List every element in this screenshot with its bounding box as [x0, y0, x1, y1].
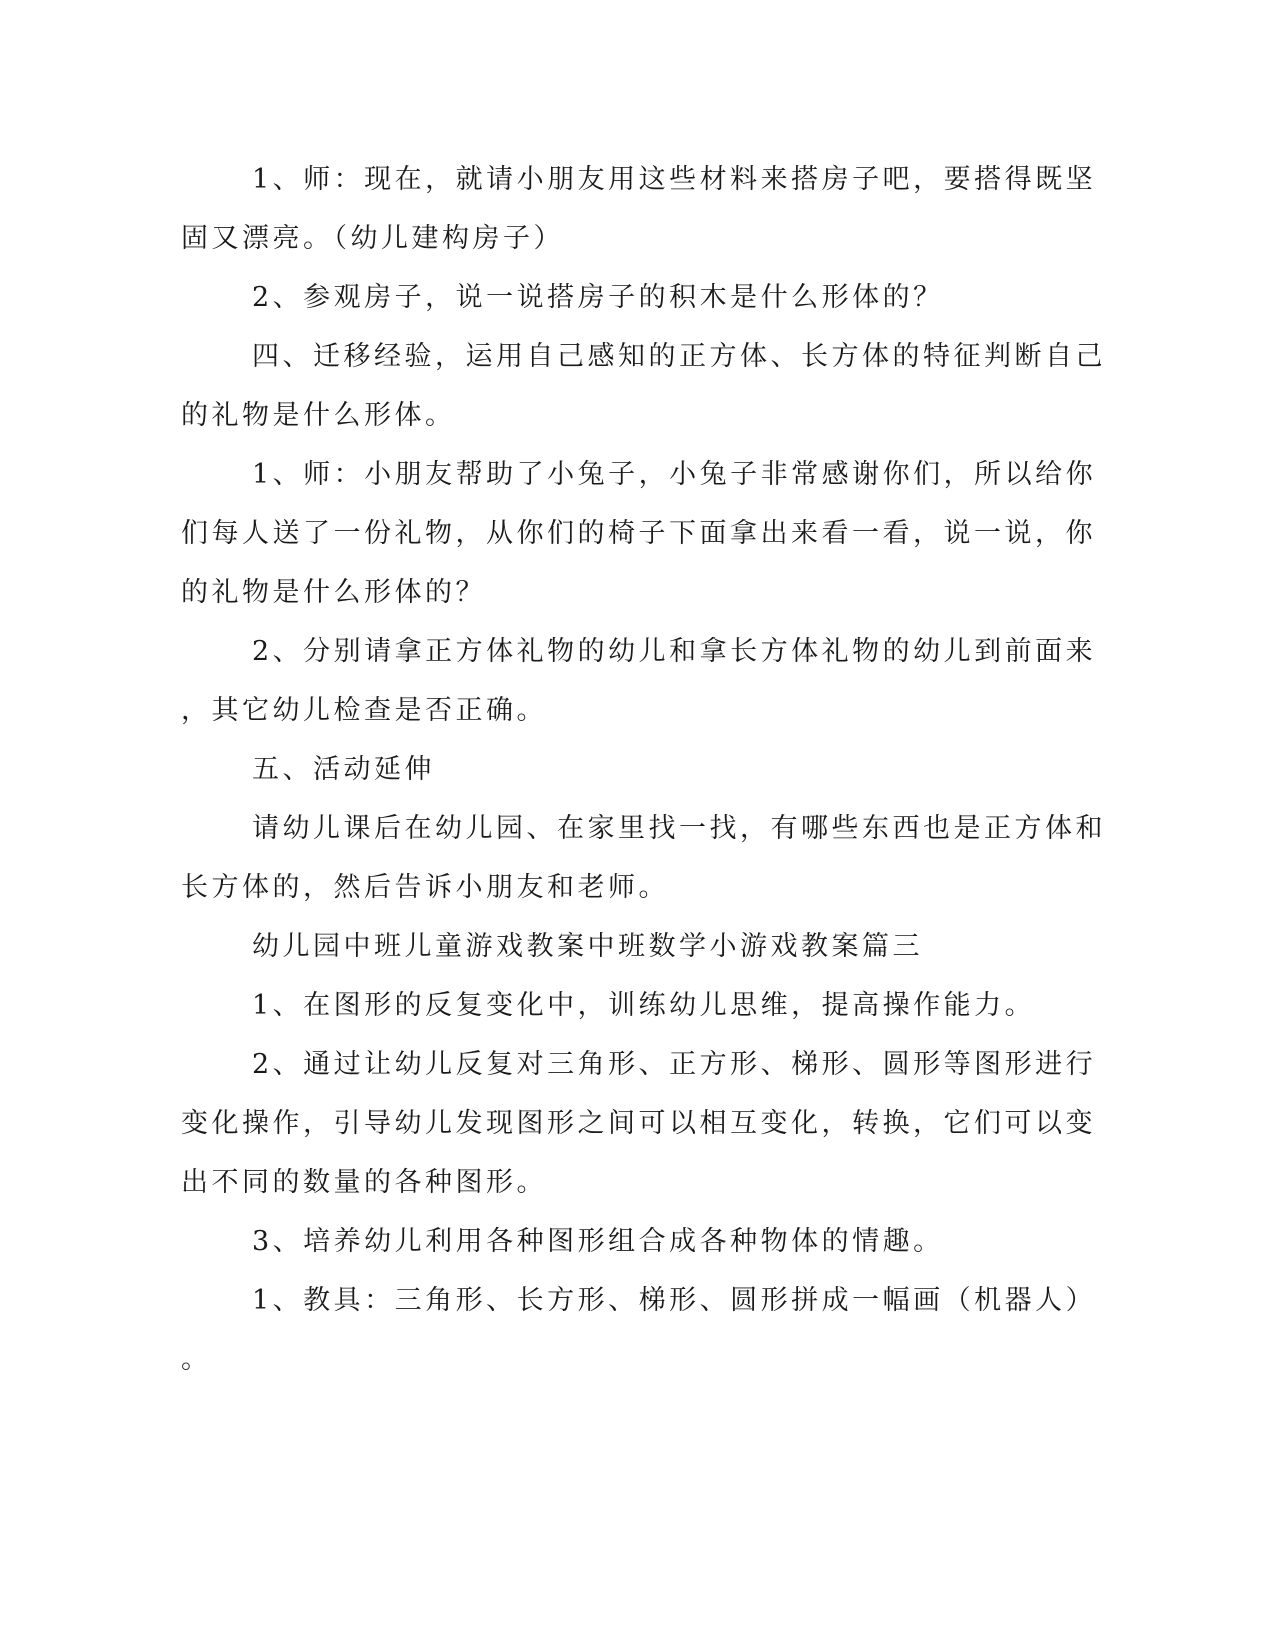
paragraph-line: ，其它幼儿检查是否正确。	[181, 695, 547, 726]
paragraph-line: 固又漂亮。（幼儿建构房子）	[181, 223, 564, 254]
paragraph-line: 2、参观房子，说一说搭房子的积木是什么形体的？	[252, 282, 944, 313]
paragraph-line: 1、师：小朋友帮助了小兔子，小兔子非常感谢你们，所以给你	[252, 459, 1097, 490]
paragraph-line: 们每人送了一份礼物，从你们的椅子下面拿出来看一看，说一说，你	[181, 518, 1096, 549]
paragraph-line: 请幼儿课后在幼儿园、在家里找一找，有哪些东西也是正方体和	[252, 813, 1106, 844]
section-heading: 五、活动延伸	[252, 754, 435, 785]
paragraph-line: 3、培养幼儿利用各种图形组合成各种物体的情趣。	[252, 1226, 944, 1257]
section-title: 幼儿园中班儿童游戏教案中班数学小游戏教案篇三	[252, 931, 923, 962]
paragraph-line: 1、教具：三角形、长方形、梯形、圆形拼成一幅画（机器人）	[252, 1285, 1097, 1316]
paragraph-line: 2、通过让幼儿反复对三角形、正方形、梯形、圆形等图形进行	[252, 1049, 1097, 1080]
paragraph-line: 变化操作，引导幼儿发现图形之间可以相互变化，转换，它们可以变	[181, 1108, 1096, 1139]
paragraph-line: 2、分别请拿正方体礼物的幼儿和拿长方体礼物的幼儿到前面来	[252, 636, 1097, 667]
paragraph-line: 出不同的数量的各种图形。	[181, 1167, 547, 1198]
paragraph-line: 1、在图形的反复变化中，训练幼儿思维，提高操作能力。	[252, 990, 1036, 1021]
paragraph-line: 。	[181, 1344, 212, 1375]
paragraph-line: 的礼物是什么形体。	[181, 400, 456, 431]
paragraph-line: 长方体的，然后告诉小朋友和老师。	[181, 872, 669, 903]
section-heading: 四、迁移经验，运用自己感知的正方体、长方体的特征判断自己	[252, 341, 1106, 372]
paragraph-line: 的礼物是什么形体的？	[181, 577, 486, 608]
paragraph-line: 1、师：现在，就请小朋友用这些材料来搭房子吧，要搭得既坚	[252, 164, 1097, 195]
